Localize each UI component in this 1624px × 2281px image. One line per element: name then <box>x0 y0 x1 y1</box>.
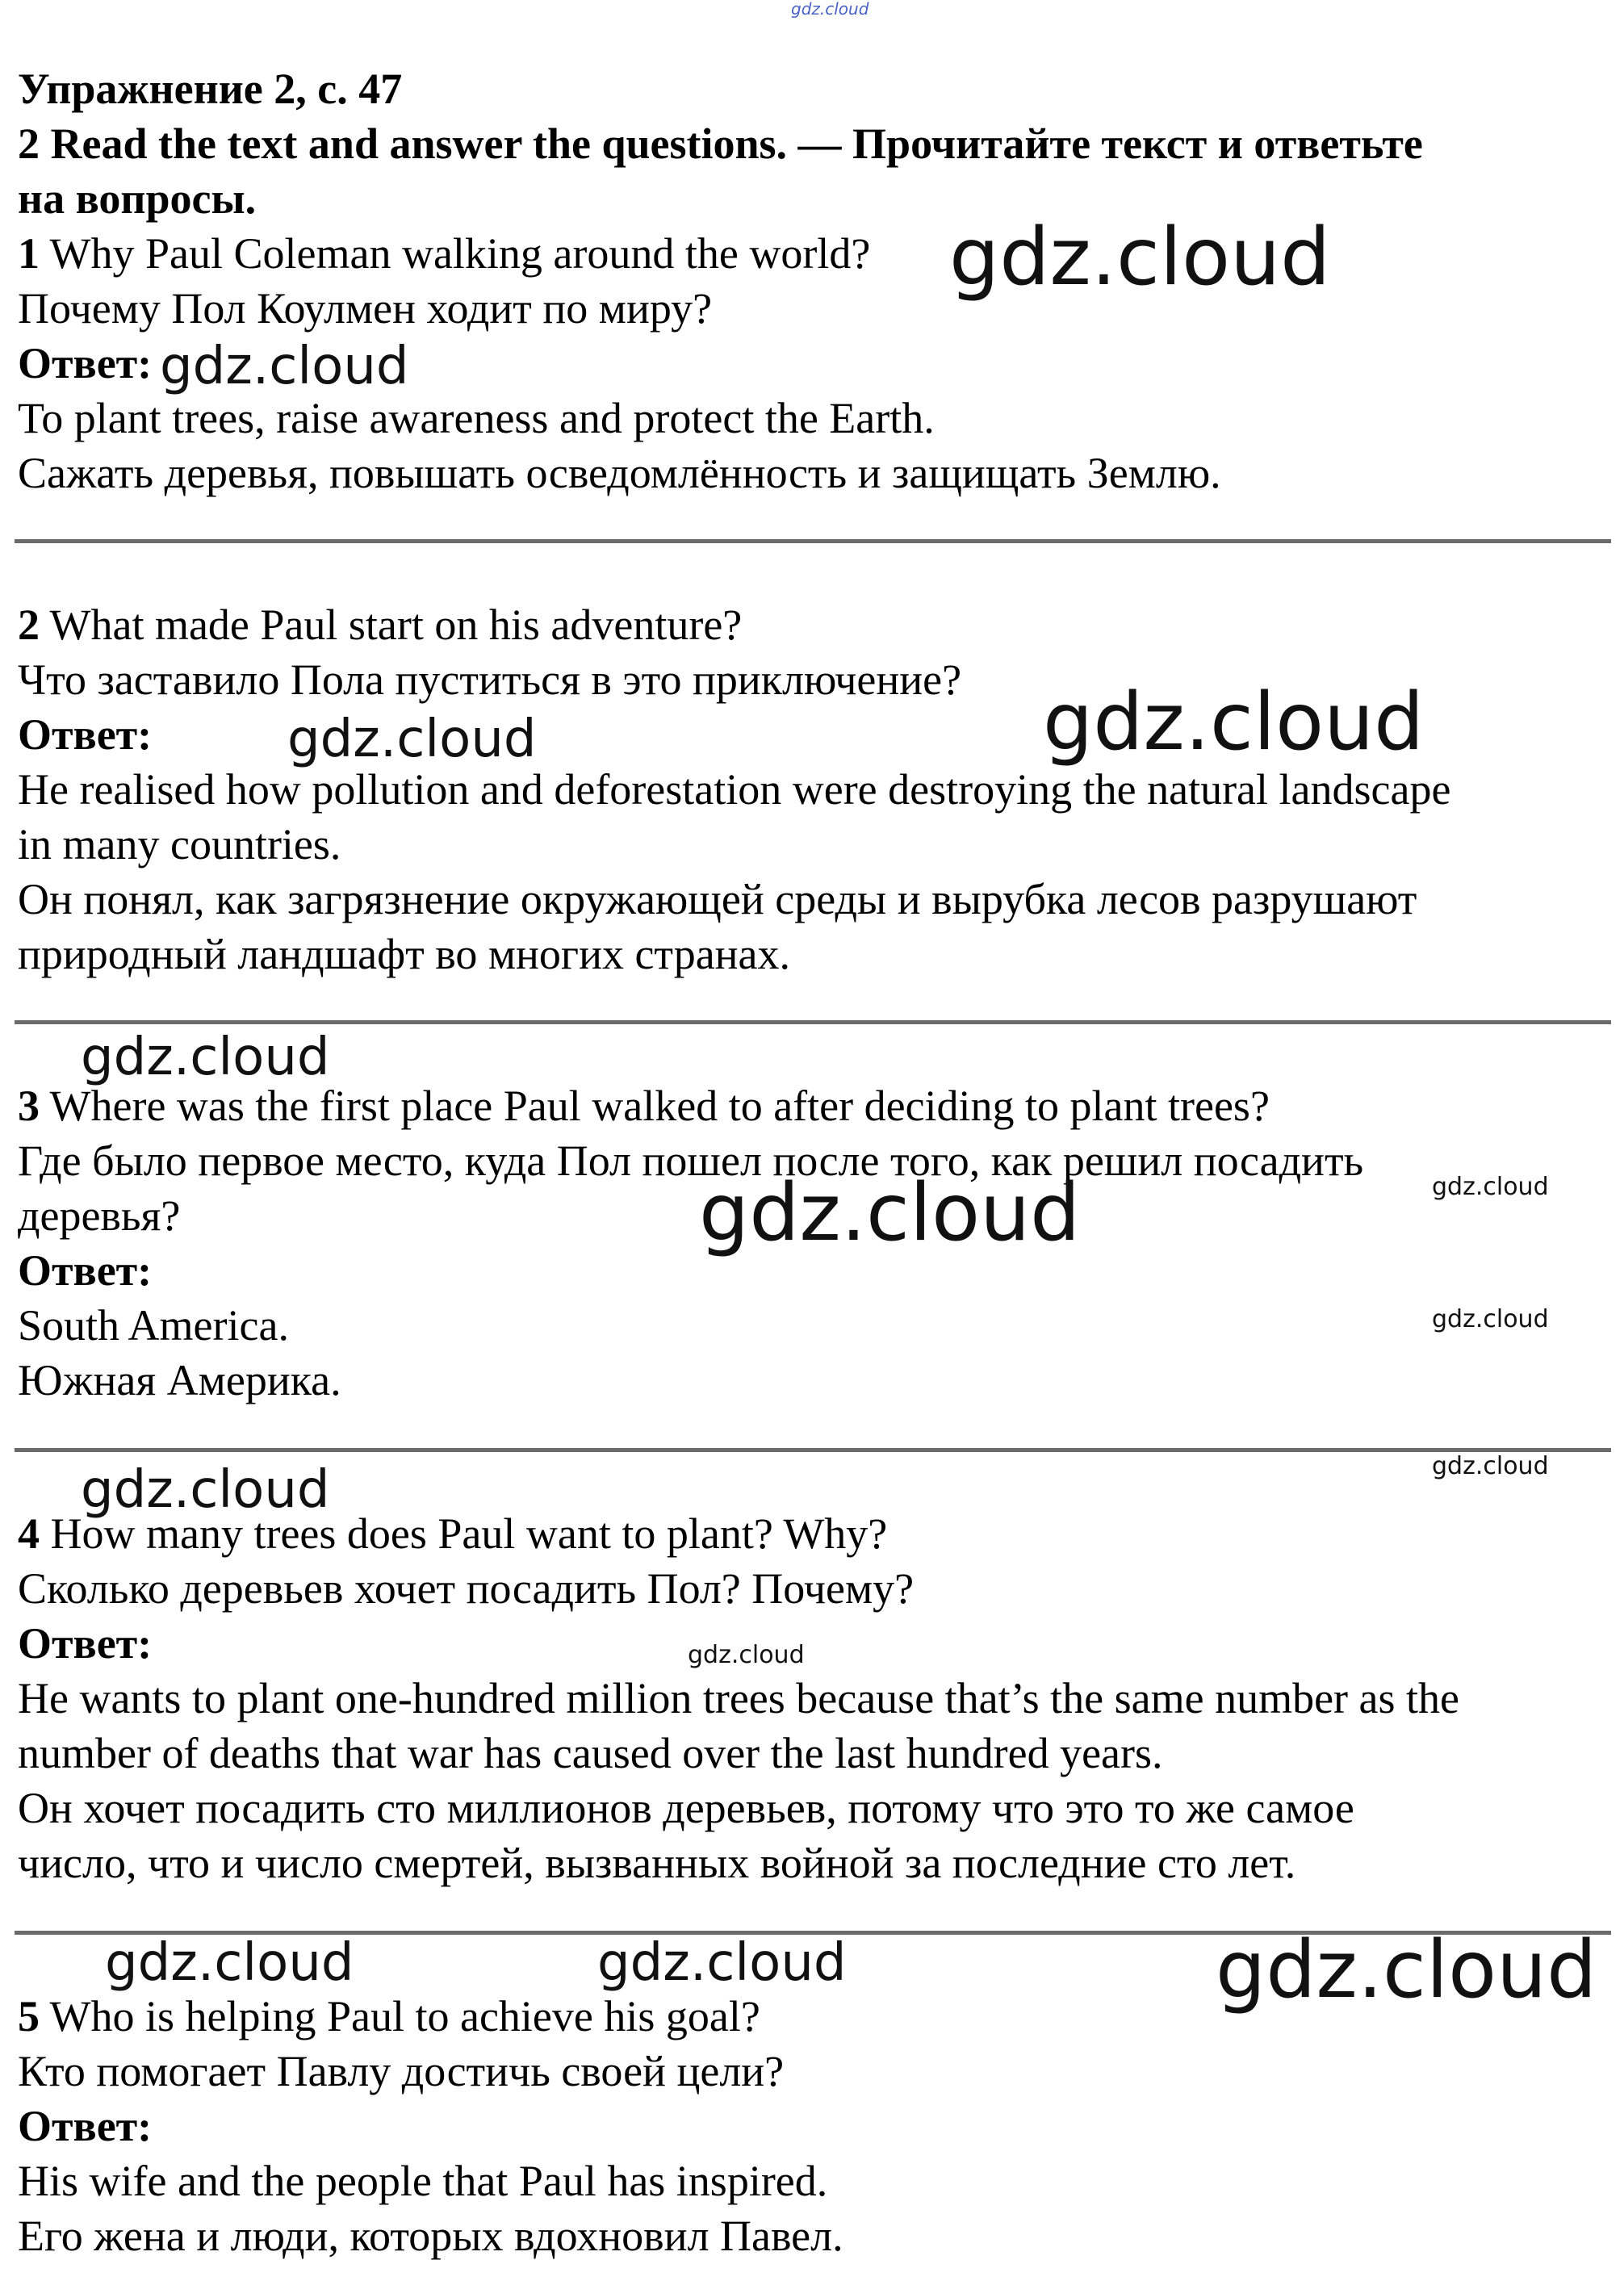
answer-5-ru: Его жена и люди, которых вдохновил Павел. <box>18 2212 843 2260</box>
question-text: How many trees does Paul want to plant? Why? <box>40 1509 888 1558</box>
answer-4-en-line2: number of deaths that war has caused over the last hundred years. <box>18 1729 1163 1777</box>
watermark: gdz.cloud <box>688 1641 805 1669</box>
question-text: Why Paul Coleman walking around the world? <box>40 229 871 278</box>
answer-label-4: Ответ: <box>18 1619 153 1668</box>
question-number: 4 <box>18 1509 40 1558</box>
divider-2 <box>15 1020 1611 1024</box>
task-heading-line1: 2 Read the text and answer the questions. — Прочитайте текст и ответьте <box>18 119 1423 168</box>
answer-3-en: South America. <box>18 1301 289 1350</box>
answer-label-1: Ответ: <box>18 339 153 387</box>
watermark: gdz.cloud <box>160 337 409 396</box>
question-text: What made Paul start on his adventure? <box>40 601 743 649</box>
watermark: gdz.cloud <box>1432 1452 1549 1480</box>
answer-4-ru-line2: число, что и число смертей, вызванных войной за последние сто лет. <box>18 1839 1296 1887</box>
answer-label-2: Ответ: <box>18 710 153 759</box>
watermark: gdz.cloud <box>81 1027 330 1087</box>
watermark-top: gdz.cloud <box>791 0 869 19</box>
question-1-en <box>18 226 870 281</box>
answer-label-5: Ответ: <box>18 2102 153 2150</box>
divider-3 <box>15 1448 1611 1452</box>
question-number: 2 <box>18 601 40 649</box>
question-text: Who is helping Paul to achieve his goal? <box>40 1992 760 2040</box>
question-3-ru-line1: Где было первое место, куда Пол пошел после того, как решил посадить <box>18 1136 1364 1185</box>
answer-3-ru: Южная Америка. <box>18 1356 341 1404</box>
question-5-en <box>18 1989 760 2044</box>
answer-4-ru-line1: Он хочет посадить сто миллионов деревьев, потому что это то же самое <box>18 1784 1354 1832</box>
answer-2-ru-line1: Он понял, как загрязнение окружающей среды и вырубка лесов разрушают <box>18 875 1417 923</box>
task-heading-line2: на вопросы. <box>18 174 257 223</box>
watermark: gdz.cloud <box>1043 676 1425 768</box>
question-4-ru: Сколько деревьев хочет посадить Пол? Почему? <box>18 1564 915 1613</box>
divider-1 <box>15 539 1611 543</box>
question-number: 3 <box>18 1082 40 1130</box>
answer-1-en: To plant trees, raise awareness and protect the Earth. <box>18 394 935 442</box>
question-number: 1 <box>18 229 40 278</box>
question-text: Where was the first place Paul walked to after deciding to plant trees? <box>40 1082 1270 1130</box>
watermark: gdz.cloud <box>699 1167 1081 1259</box>
answer-4-en-line1: He wants to plant one-hundred million trees because that’s the same number as the <box>18 1674 1459 1722</box>
watermark: gdz.cloud <box>81 1460 330 1520</box>
watermark: gdz.cloud <box>287 709 537 769</box>
answer-2-en-line1: He realised how pollution and deforestation were destroying the natural landscape <box>18 765 1451 814</box>
exercise-title: Упражнение 2, с. 47 <box>18 65 403 113</box>
watermark: gdz.cloud <box>105 1933 354 1993</box>
watermark: gdz.cloud <box>597 1933 847 1993</box>
answer-5-en: His wife and the people that Paul has inspired. <box>18 2157 828 2205</box>
answer-2-en-line2: in many countries. <box>18 820 341 868</box>
question-2-en <box>18 597 742 652</box>
answer-2-ru-line2: природный ландшафт во многих странах. <box>18 930 791 978</box>
watermark: gdz.cloud <box>1216 1924 1597 2016</box>
question-2-ru: Что заставило Пола пуститься в это приключение? <box>18 655 962 704</box>
answer-1-ru: Сажать деревья, повышать осведомлённость и защищать Землю. <box>18 449 1221 497</box>
answer-label-3: Ответ: <box>18 1246 153 1295</box>
question-1-ru: Почему Пол Коулмен ходит по миру? <box>18 284 713 333</box>
question-number: 5 <box>18 1992 40 2040</box>
watermark: gdz.cloud <box>1432 1305 1549 1333</box>
question-3-ru-line2: деревья? <box>18 1191 181 1240</box>
watermark: gdz.cloud <box>949 211 1331 303</box>
watermark: gdz.cloud <box>1432 1173 1549 1201</box>
question-5-ru: Кто помогает Павлу достичь своей цели? <box>18 2047 785 2095</box>
